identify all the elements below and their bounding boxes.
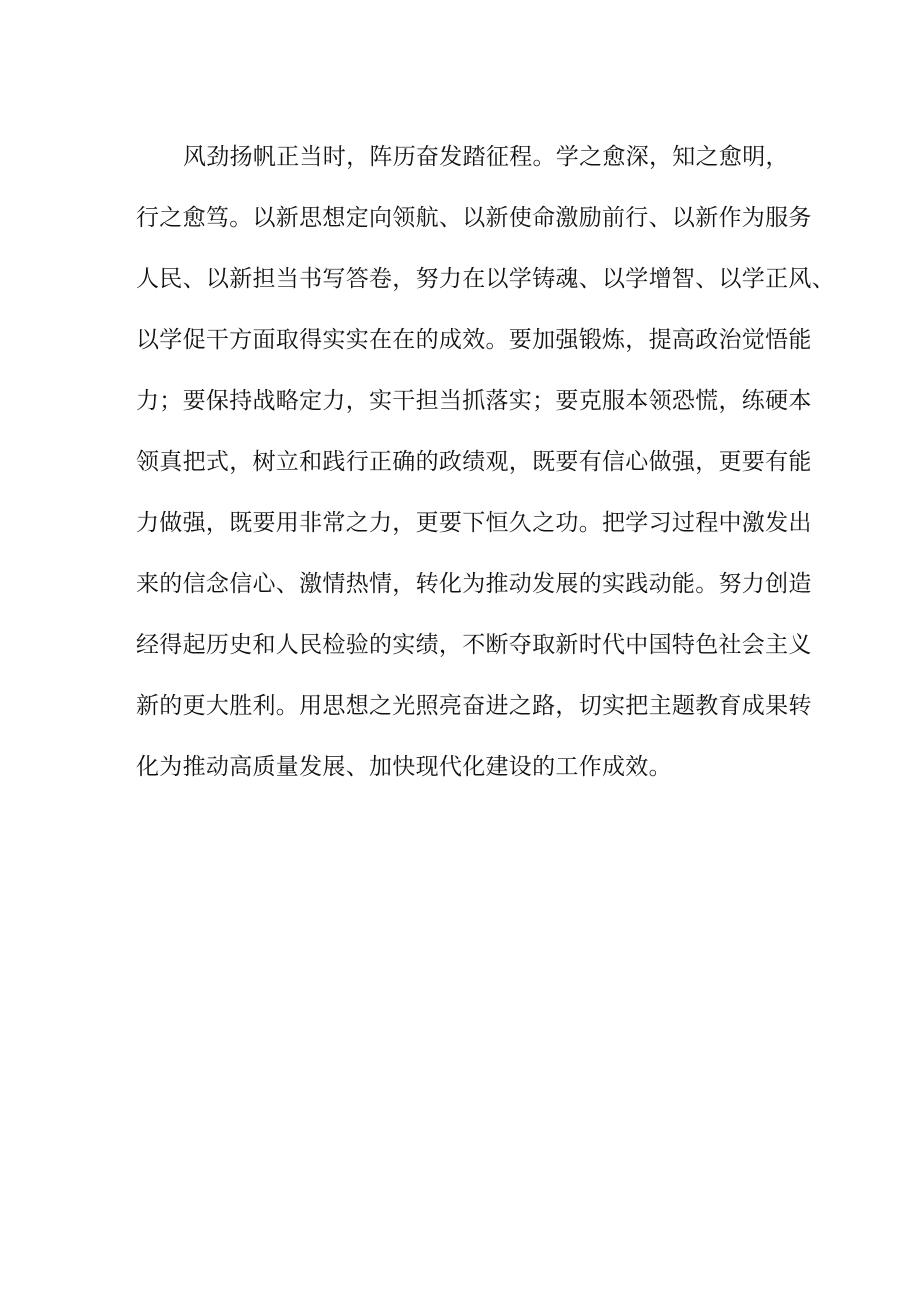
paragraph-line-6: 领真把式，树立和践行正确的政绩观，既要有信心做强，更要有能: [136, 449, 812, 475]
paragraph-line-4: 以学促干方面取得实实在在的成效。要加强锻炼，提高政治觉悟能: [136, 327, 812, 353]
paragraph-line-7: 力做强，既要用非常之力，更要下恒久之功。把学习过程中激发出: [136, 510, 812, 536]
paragraph-line-5: 力；要保持战略定力，实干担当抓落实；要克服本领恐慌，练硬本: [136, 388, 812, 414]
paragraph-line-1: 风劲扬帆正当时，阵历奋发踏征程。学之愈深，知之愈明，: [183, 144, 789, 170]
paragraph-line-2: 行之愈笃。以新思想定向领航、以新使命激励前行、以新作为服务: [136, 205, 812, 231]
paragraph-line-9: 经得起历史和人民检验的实绩，不断夺取新时代中国特色社会主义: [136, 632, 812, 658]
paragraph-line-10: 新的更大胜利。用思想之光照亮奋进之路，切实把主题教育成果转: [136, 693, 812, 719]
paragraph-line-11: 化为推动高质量发展、加快现代化建设的工作成效。: [136, 754, 672, 780]
paragraph-line-8: 来的信念信心、激情热情，转化为推动发展的实践动能。努力创造: [136, 571, 812, 597]
paragraph-line-3: 人民、以新担当书写答卷，努力在以学铸魂、以学增智、以学正风、: [136, 266, 835, 292]
